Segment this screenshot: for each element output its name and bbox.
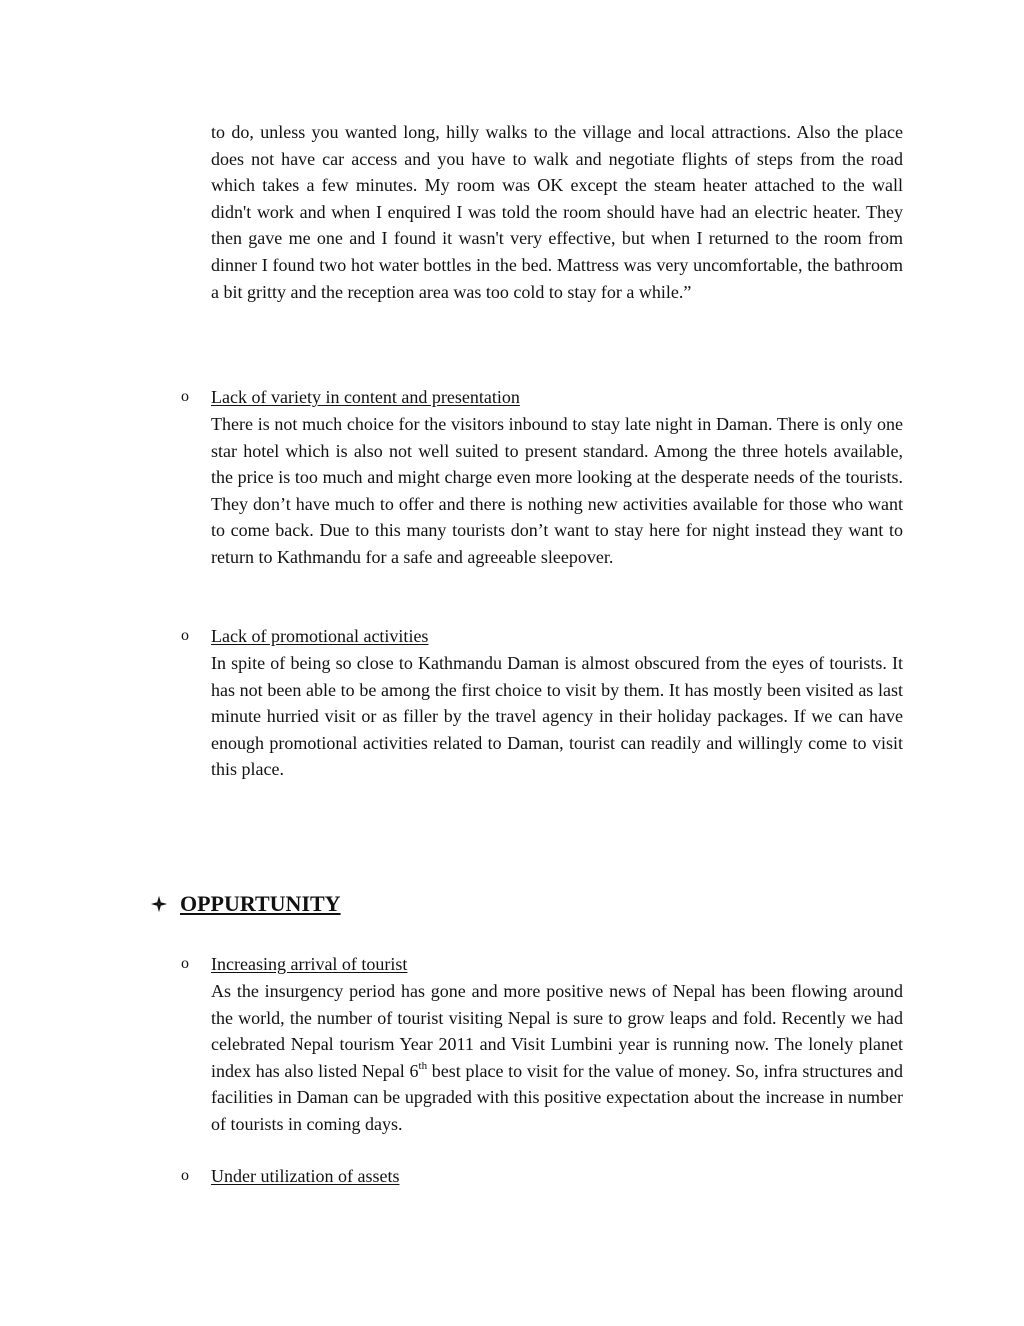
item-title-variety: Lack of variety in content and presentation bbox=[211, 387, 520, 407]
item-title-tourist-arrival: Increasing arrival of tourist bbox=[211, 954, 408, 974]
list-bullet: o bbox=[181, 388, 189, 405]
item-body-variety: There is not much choice for the visitors inbound to stay late night in Daman. There is only one star hotel which is also not well suited to present standard. Among the three hotels available, the price is too much and might charge even more looking at the desperate needs of the tourists. They don’t have much to offer and there is nothing new activities available for those who want to come back. Due to this many tourists don’t want to stay here for night instead they want to return to Kathmandu for a safe and agreeable sleepover. bbox=[211, 414, 903, 567]
list-bullet: o bbox=[181, 627, 189, 644]
body-text-part: best place to visit for the value of money. So, infra structures and facilities in Daman can be upgraded with this positive expectation about the increase in number of tourists in coming days. bbox=[211, 1060, 904, 1134]
item-title-promotion: Lack of promotional activities bbox=[211, 626, 429, 646]
ordinal-superscript: th bbox=[418, 1059, 428, 1072]
list-bullet: o bbox=[181, 955, 189, 972]
item-title-asset-utilization: Under utilization of assets bbox=[211, 1166, 400, 1186]
section-heading bbox=[150, 889, 341, 919]
item-body-promotion: In spite of being so close to Kathmandu Daman is almost obscured from the eyes of tourists. It has not been able to be among the first choice to visit by them. It has mostly been visited as last minute hurried visit or as filler by the travel agency in their holiday packages. If we can have enough promotional activities related to Daman, tourist can readily and willingly come to visit this place. bbox=[211, 653, 903, 780]
list-bullet: o bbox=[181, 1167, 189, 1184]
item-body-tourist-arrival bbox=[211, 978, 903, 1138]
body-text-part: As the insurgency period has gone and more positive news of Nepal has been flowing around the world, the number of tourist visiting Nepal is sure to grow leaps and fold. Recently we had celebrated Nepal tourism Year 2011 and Visit Lumbini year is running now. The lonely planet index has also listed Nepal 6 bbox=[211, 981, 903, 1081]
diamond-bullet-icon bbox=[150, 895, 168, 913]
section-heading-text: OPPURTUNITY bbox=[180, 891, 341, 916]
quote-continuation: to do, unless you wanted long, hilly walks to the village and local attractions. Also the place does not have car access and you have to walk and negotiate flights of steps from the road which takes a few minutes. My room was OK except the steam heater attached to the wall didn't work and when I enquired I was told the room should have had an electric heater. They then gave me one and I found it wasn't very effective, but when I returned to the room from dinner I found two hot water bottles in the bed. Mattress was very uncomfortable, the bathroom a bit gritty and the reception area was too cold to stay for a while.” bbox=[211, 122, 903, 302]
